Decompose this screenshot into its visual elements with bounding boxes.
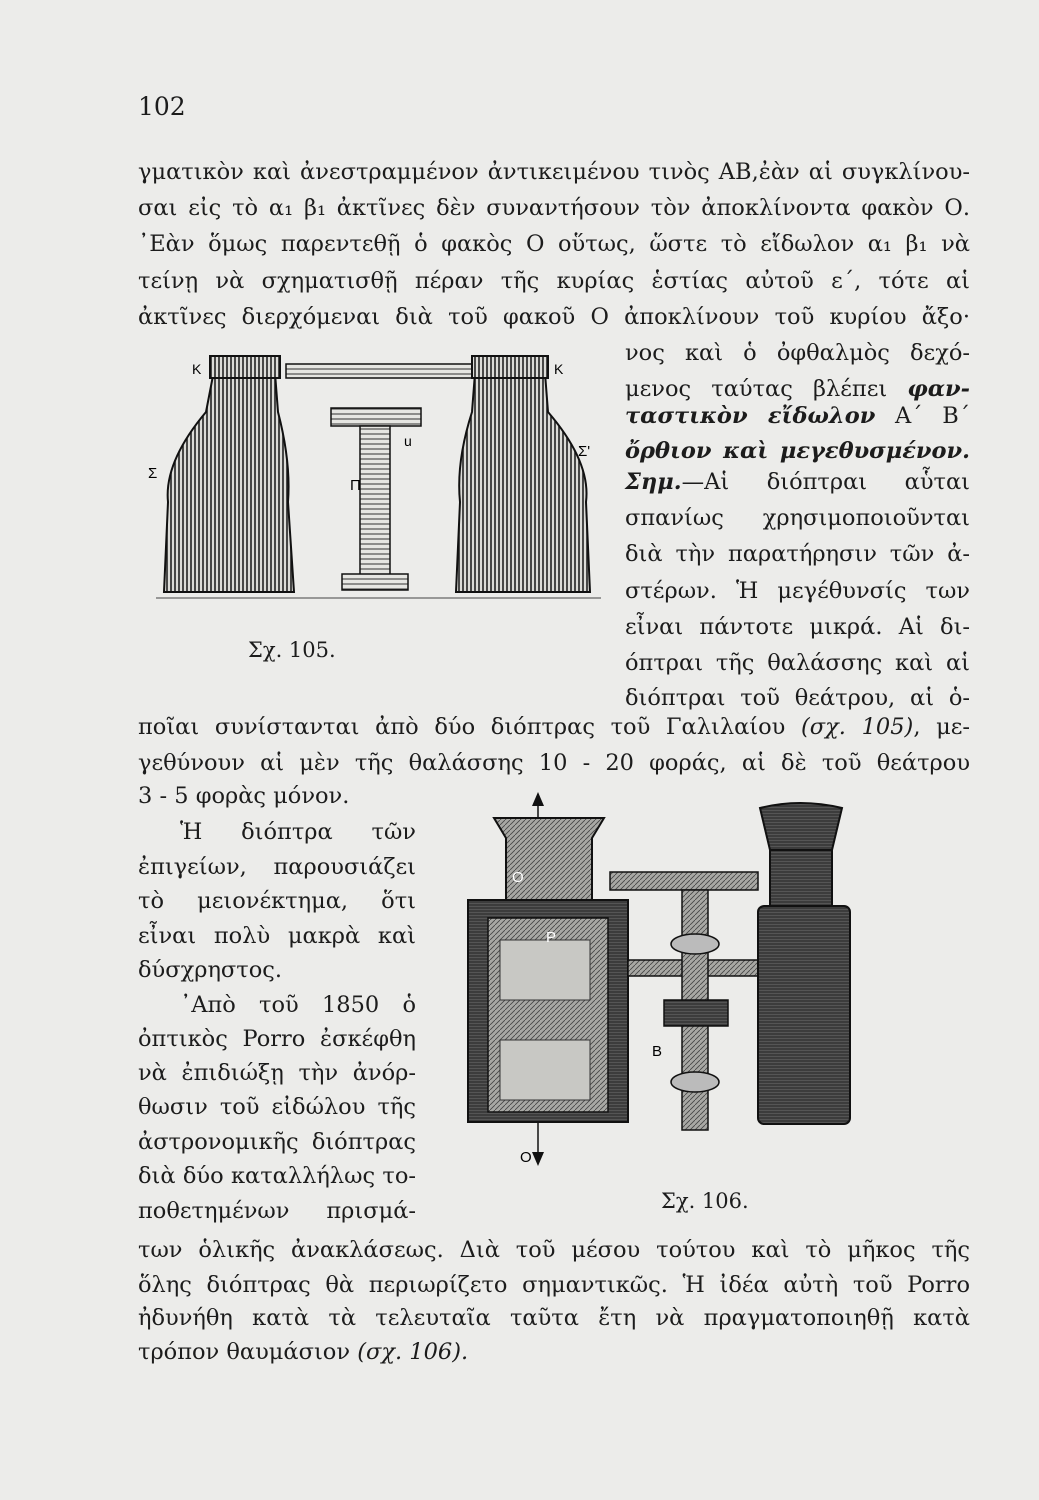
text-line xyxy=(625,436,970,466)
text-line: 3 - 5 φορὰς μόνον. xyxy=(138,783,350,809)
fig106-label-b: B xyxy=(652,1043,663,1060)
fig105-label-sigma-left: Σ xyxy=(148,465,158,482)
text-line: ἐπιγείων, παρουσιάζει xyxy=(138,854,416,880)
bold-text: φαν- xyxy=(907,376,970,402)
text-line: διόπτραι τοῦ θεάτρου, αἱ ὁ- xyxy=(625,685,970,711)
bold-text: ταστικὸν εἴδωλον xyxy=(625,403,876,429)
text-span: , με- xyxy=(913,714,971,740)
figure-106-caption: Σχ. 106. xyxy=(661,1189,749,1213)
fig105-label-p: Π xyxy=(350,477,361,494)
text-line: σαι εἰς τὸ α₁ β₁ ἀκτῖνες δὲν συναντήσουν τὸν ἀποκλίνοντα φακὸν Ο. xyxy=(138,195,970,221)
text-line: ἀκτῖνες διερχόμεναι διὰ τοῦ φακοῦ Ο ἀποκλίνουν τοῦ κυρίου ἄξο· xyxy=(138,304,970,330)
text-span: τρόπον θαυμάσιον xyxy=(138,1339,351,1365)
text-line xyxy=(625,374,970,404)
text-line: ἀστρονομικῆς διόπτρας xyxy=(138,1129,416,1155)
text-line: ᾿Απὸ τοῦ 1850 ὁ xyxy=(180,992,416,1018)
text-line: ᾿Εὰν ὅμως παρεντεθῇ ὁ φακὸς Ο οὕτως, ὥστε τὸ εἴδωλον α₁ β₁ νὰ xyxy=(138,231,970,257)
figure-105-caption: Σχ. 105. xyxy=(248,638,336,662)
text-line: διὰ τὴν παρατήρησιν τῶν ἀ- xyxy=(625,541,970,567)
text-line xyxy=(625,401,970,431)
figure-105-binoculars xyxy=(146,352,608,614)
text-line: όπτραι τῆς θαλάσσης καὶ αἱ xyxy=(625,650,970,676)
text-line: δύσχρηστος. xyxy=(138,957,283,983)
text-line: εἶναι πολὺ μακρὰ καὶ xyxy=(138,923,416,949)
fig105-label-sigma-right: Σ' xyxy=(578,443,591,460)
bold-text: ὄρθιον καὶ μεγεθυσμένον. xyxy=(625,438,970,464)
text-line: ἠδυνήθη κατὰ τὰ τελευταῖα ταῦτα ἔτη νὰ πραγματοποιηθῇ κατὰ xyxy=(138,1305,970,1331)
text-line: των ὁλικῆς ἀνακλάσεως. Διὰ τοῦ μέσου τούτου καὶ τὸ μῆκος τῆς xyxy=(138,1237,970,1263)
text-line: νος καὶ ὁ ὀφθαλμὸς δεχό- xyxy=(625,340,970,366)
fig106-label-p: P xyxy=(546,929,557,946)
text-line: ὀπτικὸς Porro ἐσκέφθη xyxy=(138,1026,416,1052)
fig105-label-k-right: K xyxy=(554,361,564,377)
fig105-label-k-left: K xyxy=(192,361,202,377)
text-line: σπανίως χρησιμοποιοῦνται xyxy=(625,505,970,531)
text-line: ὅλης διόπτρας θὰ περιωρίζετο σημαντικῶς. Ἡ ἰδέα αὐτὴ τοῦ Porro xyxy=(138,1272,970,1298)
text-span: ποῖαι συνίστανται ἀπὸ δύο διόπτρας τοῦ Γαλιλαίου xyxy=(138,714,786,740)
text-line: γεθύνουν αἱ μὲν τῆς θαλάσσης 10 - 20 φοράς, αἱ δὲ τοῦ θεάτρου xyxy=(138,750,970,776)
text-line xyxy=(625,467,970,497)
text-span: —Αἱ διόπτραι αὗται xyxy=(681,469,970,495)
text-line: νὰ ἐπιδιώξῃ τὴν ἀνόρ- xyxy=(138,1060,416,1086)
fig106-label-o-bottom: O xyxy=(520,1149,532,1166)
text-line: γματικὸν καὶ ἀνεστραμμένον ἀντικειμένου τινὸς ΑΒ,ἐὰν αἱ συγκλίνου- xyxy=(138,159,970,185)
text-line: τείνῃ νὰ σχηματισθῇ πέραν τῆς κυρίας ἑστίας αὐτοῦ ε΄, τότε αἱ xyxy=(138,268,970,294)
page-number: 102 xyxy=(138,92,186,121)
text-line: Ἡ διόπτρα τῶν xyxy=(180,819,416,845)
bold-text: Σημ. xyxy=(625,469,682,495)
text-span: Α΄ Β΄ xyxy=(895,403,971,429)
text-line: στέρων. Ἡ μεγέθυνσίς των xyxy=(625,578,970,604)
figure-106-prism-binoculars xyxy=(460,790,930,1170)
text-line: εἶναι πάντοτε μικρά. Αἱ δι- xyxy=(625,614,970,640)
figure-reference: (σχ. 106). xyxy=(357,1339,469,1365)
text-line: ποθετημένων πρισμά- xyxy=(138,1198,416,1224)
text-line: θωσιν τοῦ εἰδώλου τῆς xyxy=(138,1094,416,1120)
text-line: τὸ μειονέκτημα, ὅτι xyxy=(138,888,416,914)
text-line xyxy=(138,1337,970,1367)
fig106-label-o-top: O xyxy=(512,869,524,886)
text-line: διὰ δύο καταλλήλως το- xyxy=(138,1163,416,1189)
text-span: μενος ταύτας βλέπει xyxy=(625,376,888,402)
figure-reference: (σχ. 105) xyxy=(801,714,914,740)
fig105-label-u: u xyxy=(404,433,412,449)
text-line xyxy=(138,712,970,742)
